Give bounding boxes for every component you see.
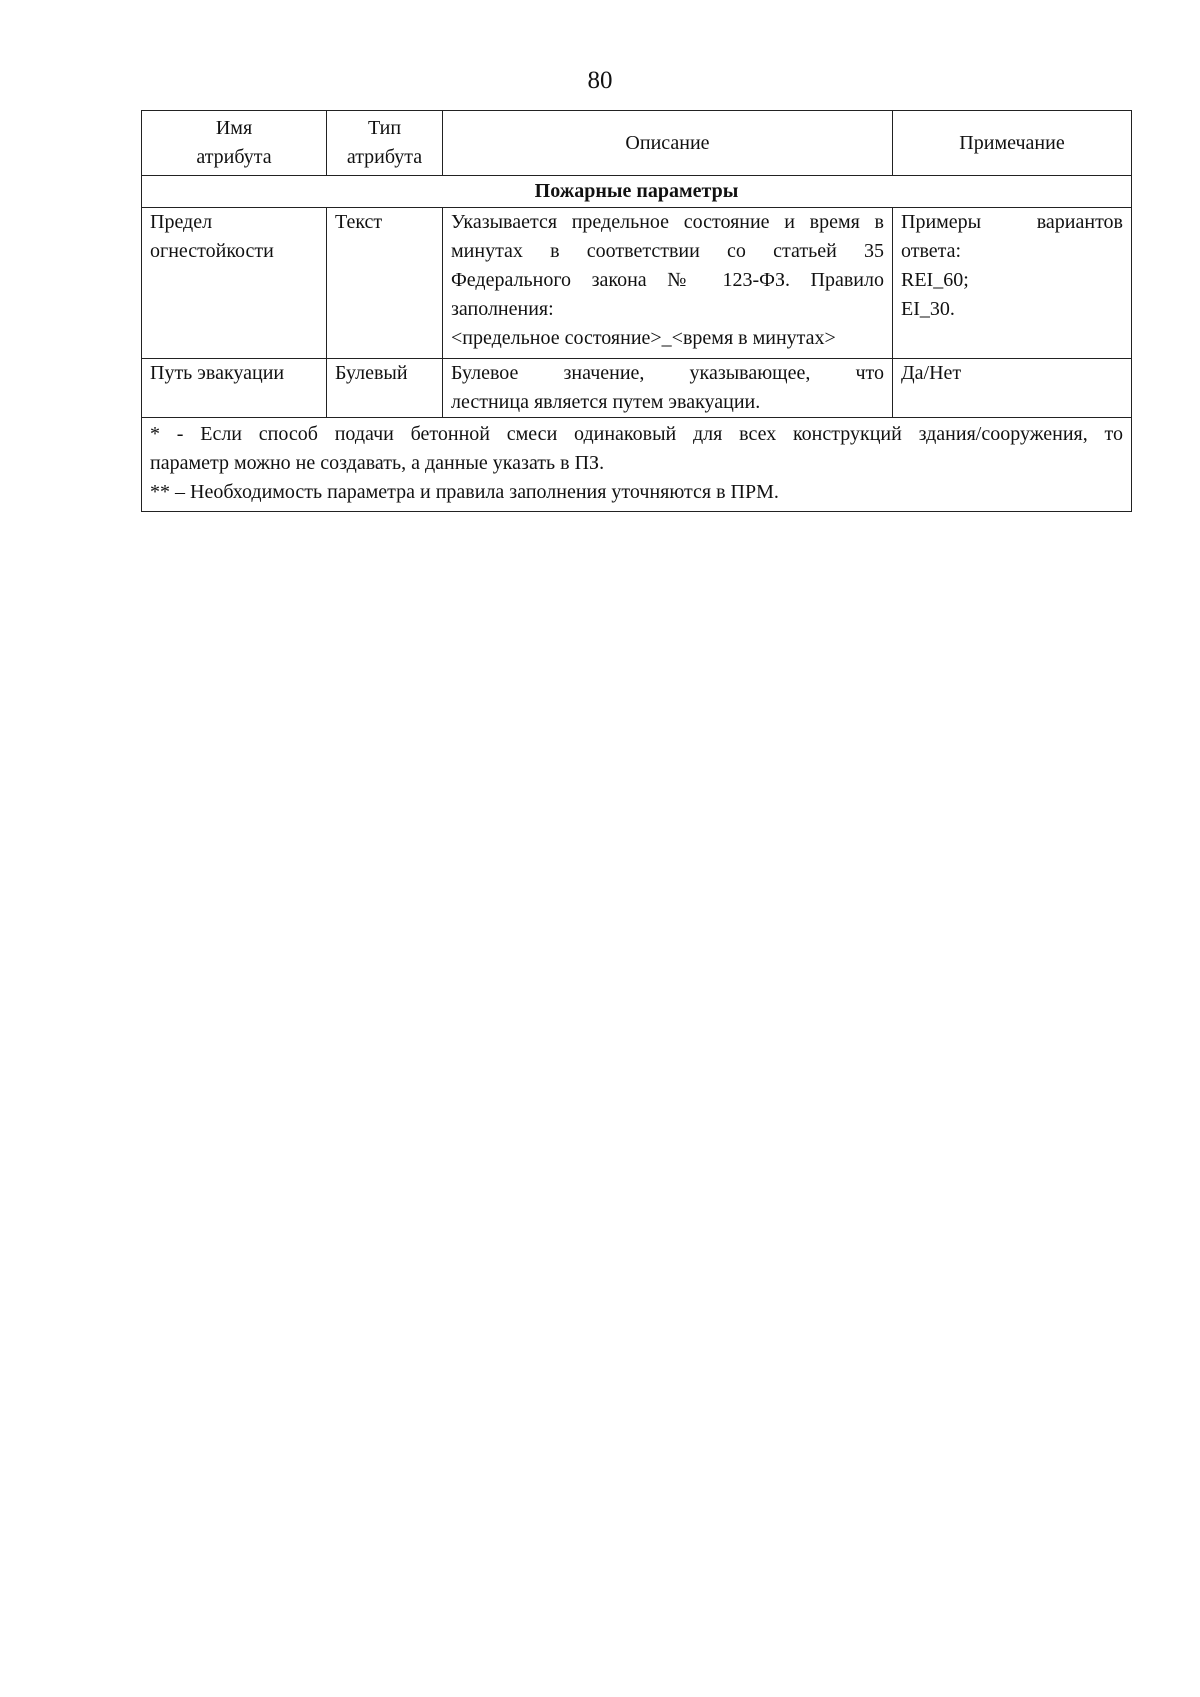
table-header-row xyxy=(142,111,1132,176)
header-attribute-type: Тип атрибута xyxy=(327,111,443,176)
footnotes-row xyxy=(142,418,1132,512)
footnote-line: * - Если способ подачи бетонной смеси одинаковый для всех конструкций здания/сооружения, то xyxy=(150,423,1123,445)
cell-description: Булевое значение, указывающее, что лестница является путем эвакуации. xyxy=(443,359,893,418)
cell-attribute-name: Предел огнестойкости xyxy=(142,208,327,359)
header-attribute-name: Имя атрибута xyxy=(142,111,327,176)
header-note: Примечание xyxy=(893,111,1132,176)
table-row xyxy=(142,359,1132,418)
footnote-line: ** – Необходимость параметра и правила заполнения уточняются в ПРМ. xyxy=(150,481,779,503)
section-title: Пожарные параметры xyxy=(142,176,1132,208)
cell-description: Указывается предельное состояние и время в минутах в соответствии со статьей 35 Федерального закона № 123-ФЗ. Правило заполнения: <предельное состояние>_<время в минутах> xyxy=(443,208,893,359)
cell-attribute-type: Булевый xyxy=(327,359,443,418)
cell-note: Да/Нет xyxy=(893,359,1132,418)
footnotes-cell xyxy=(142,418,1132,512)
cell-attribute-type: Текст xyxy=(327,208,443,359)
footnote-line: параметр можно не создавать, а данные указать в ПЗ. xyxy=(150,452,605,474)
header-description: Описание xyxy=(443,111,893,176)
cell-attribute-name: Путь эвакуации xyxy=(142,359,327,418)
page-number: 80 xyxy=(587,67,613,94)
section-row xyxy=(142,176,1132,208)
attributes-table xyxy=(141,110,1132,512)
table-row xyxy=(142,208,1132,359)
cell-note: Примеры вариантов ответа: REI_60; EI_30. xyxy=(893,208,1132,359)
